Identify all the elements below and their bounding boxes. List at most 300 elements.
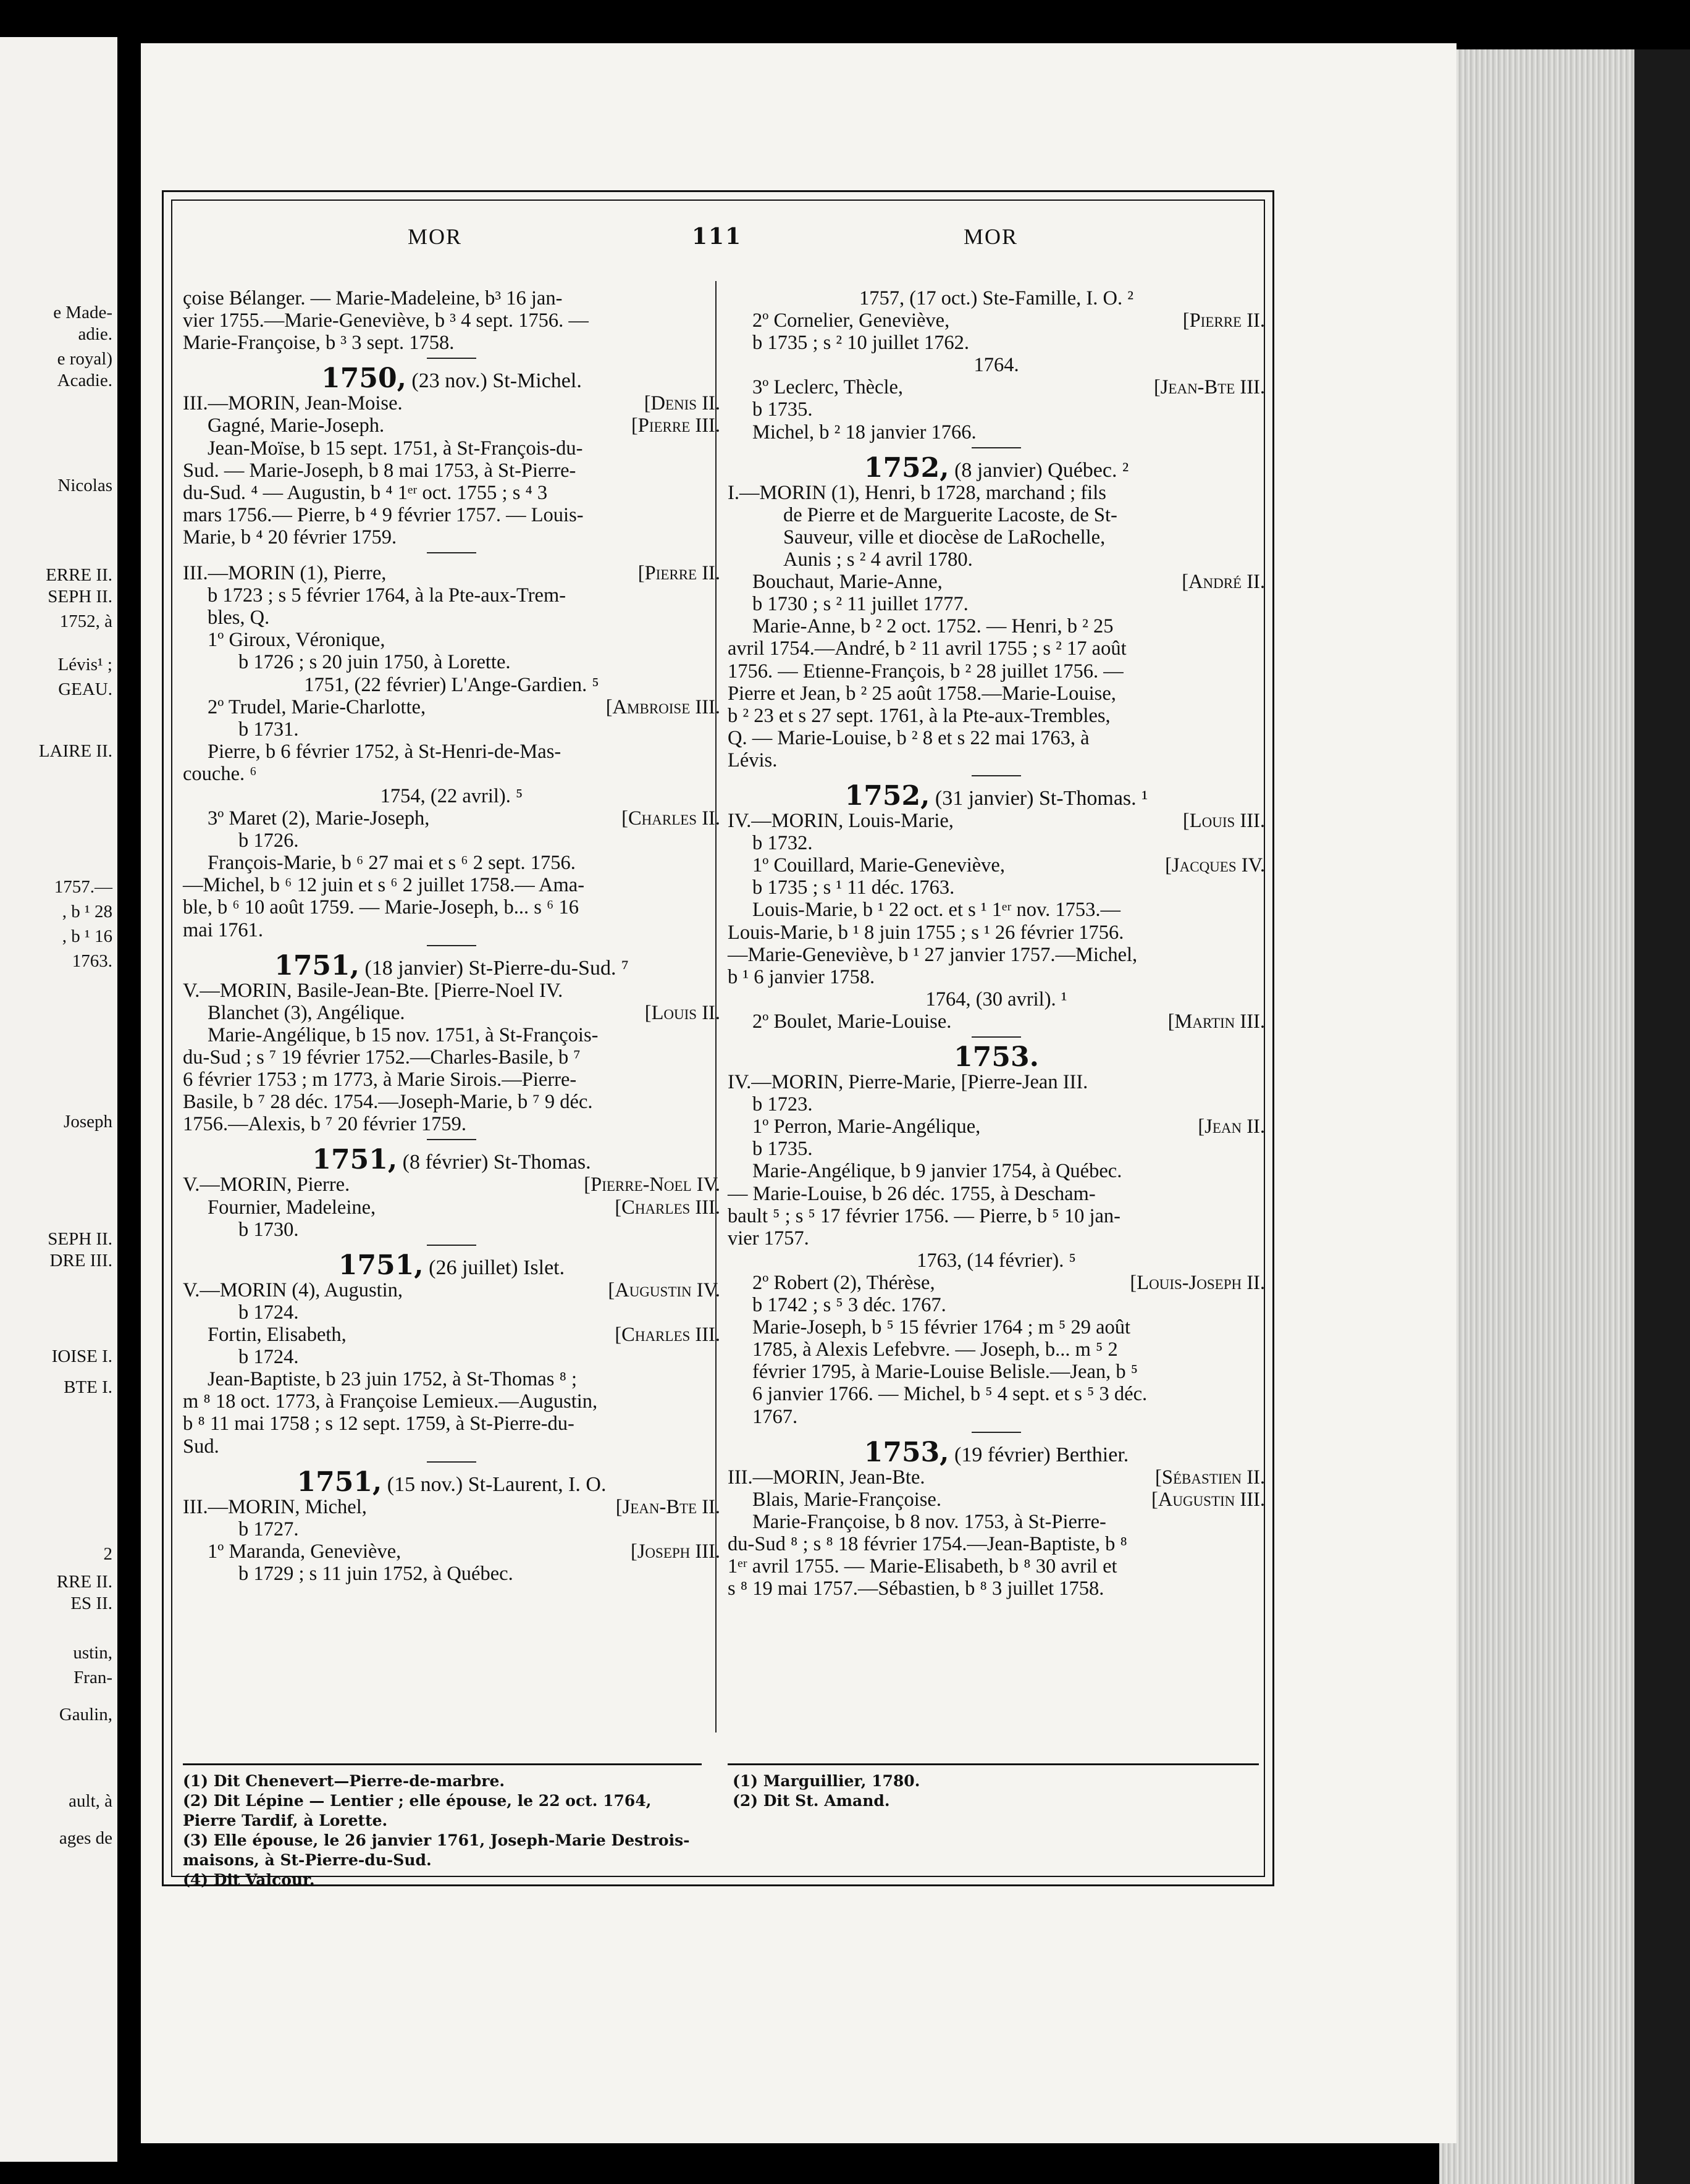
text-line [728, 615, 1265, 637]
text-line [183, 607, 720, 629]
line-text: b 1731. [238, 718, 299, 741]
text-line [728, 504, 1265, 526]
parent-ref: [Louis II. [644, 1001, 720, 1024]
text-line [728, 421, 1265, 443]
text-line [728, 832, 1265, 854]
footnote: (1) Marguillier, 1780. [733, 1772, 920, 1790]
entry-separator [972, 1036, 1021, 1038]
text-line [728, 309, 1265, 332]
parent-ref: [Augustin IV. [608, 1279, 720, 1301]
text-line [183, 674, 720, 696]
line-text: du-Sud. ⁴ — Augustin, b ⁴ 1ᵉʳ oct. 1755 ; s ⁴ 3 [183, 481, 548, 504]
text-line [183, 1046, 720, 1069]
text-line [183, 1091, 720, 1113]
text-line [728, 1138, 1265, 1160]
text-line [183, 741, 720, 763]
line-text: — Marie-Louise, b 26 déc. 1755, à Descham- [728, 1182, 1096, 1205]
text-line [728, 1250, 1265, 1272]
entry-year: 1752, [864, 452, 949, 484]
line-text: 1º Giroux, Véronique, [208, 629, 385, 652]
line-text: b 1735. [752, 398, 813, 421]
text-line [183, 1540, 720, 1563]
line-text: IV.—MORIN, Louis-Marie, [728, 810, 954, 833]
text-line [728, 332, 1265, 354]
text-line [728, 1272, 1265, 1294]
text-line [183, 980, 720, 1002]
text-line [183, 1496, 720, 1518]
line-text: Fortin, Elisabeth, [208, 1324, 347, 1346]
line-text: 1785, à Alexis Lefebvre. — Joseph, b... m ⁵ 2 [752, 1338, 1118, 1361]
text-line [183, 919, 720, 941]
adjacent-page-fragment: ault, à [69, 1791, 112, 1811]
line-text: avril 1754.—André, b ² 11 avril 1755 ; s ² 17 août [728, 637, 1127, 660]
text-line [728, 1093, 1265, 1115]
adjacent-page-fragment: Fran- [74, 1668, 112, 1687]
line-text: 1764. [973, 354, 1019, 377]
parent-ref: [Jacques IV. [1165, 854, 1265, 877]
entry-year: 1752, [844, 779, 930, 812]
line-text: vier 1757. [728, 1227, 809, 1250]
line-text: Jean-Baptiste, b 23 juin 1752, à St-Thomas ⁸ ; [208, 1368, 578, 1391]
entry-place: (19 février) Berthier. [949, 1443, 1129, 1466]
parent-ref: [Jean-Bte II. [615, 1495, 720, 1518]
line-text: couche. ⁶ [183, 762, 257, 785]
entry-place: (8 février) St-Thomas. [397, 1151, 591, 1174]
entry-heading [183, 1144, 720, 1176]
text-line [183, 718, 720, 741]
entry-separator [427, 552, 476, 553]
footnote: (2) Dit Lépine — Lentier ; elle épouse, le 22 oct. 1764, [183, 1792, 652, 1810]
text-line [728, 854, 1265, 876]
running-head-left: MOR [408, 224, 463, 249]
page-number: 111 [692, 224, 742, 250]
entry-heading [183, 363, 720, 395]
footnote: (3) Elle épouse, le 26 janvier 1761, Joseph-Marie Destrois- [183, 1831, 690, 1849]
line-text: b 1735. [752, 1138, 813, 1161]
footnote-rule-right [728, 1763, 1259, 1765]
text-line [183, 696, 720, 718]
line-text: III.—MORIN, Jean-Bte. [728, 1466, 925, 1489]
line-text: Sud. [183, 1435, 219, 1458]
line-text: b ⁸ 11 mai 1758 ; s 12 sept. 1759, à St-Pierre-du- [183, 1413, 574, 1435]
text-line [183, 1413, 720, 1435]
line-text: 1756. — Etienne-François, b ² 28 juillet 1756. — [728, 660, 1124, 682]
text-line [728, 1227, 1265, 1250]
text-line [728, 682, 1265, 705]
adjacent-page-fragment: 2 [103, 1544, 112, 1564]
line-text: Bouchaut, Marie-Anne, [752, 571, 943, 594]
entry-year: 1751, [274, 949, 359, 981]
text-line [183, 1219, 720, 1241]
parent-ref: [Martin III. [1167, 1010, 1265, 1033]
text-line [183, 1069, 720, 1091]
line-text: Marie-Joseph, b ⁵ 15 février 1764 ; m ⁵ 29 août [752, 1316, 1131, 1339]
text-line [728, 1205, 1265, 1227]
text-line [183, 482, 720, 504]
parent-ref: [Charles III. [615, 1196, 720, 1219]
line-text: mars 1756.— Pierre, b ⁴ 9 février 1757. — Louis- [183, 503, 584, 526]
text-line [728, 548, 1265, 571]
entry-year: 1751, [312, 1144, 398, 1176]
text-line [183, 852, 720, 874]
line-text: Marie-Françoise, b ³ 3 sept. 1758. [183, 332, 455, 355]
line-text: 2º Robert (2), Thérèse, [752, 1271, 935, 1294]
parent-ref: [Augustin III. [1151, 1488, 1265, 1511]
text-line [183, 785, 720, 807]
text-line [183, 1113, 720, 1135]
adjacent-page-fragment: e Made- [53, 303, 112, 322]
left-column [183, 287, 720, 1585]
text-line [183, 1174, 720, 1196]
text-line [728, 944, 1265, 966]
adjacent-page-fragment: SEPH II. [48, 1229, 112, 1249]
text-line [183, 414, 720, 437]
entry-heading [183, 1249, 720, 1281]
line-text: Michel, b ² 18 janvier 1766. [752, 421, 977, 443]
line-text: Marie-Anne, b ² 2 oct. 1752. — Henri, b ² 25 [752, 615, 1114, 638]
parent-ref: [Charles III. [615, 1324, 720, 1346]
text-line [728, 398, 1265, 421]
line-text: çoise Bélanger. — Marie-Madeleine, b³ 16 jan- [183, 287, 563, 309]
parent-ref: [Pierre III. [631, 414, 720, 437]
book-page-edges [1439, 49, 1690, 2184]
line-text: Marie-Angélique, b 15 nov. 1751, à St-François- [208, 1023, 599, 1046]
line-text: V.—MORIN, Basile-Jean-Bte. [Pierre-Noel IV. [183, 979, 563, 1002]
text-line [728, 354, 1265, 376]
line-text: b 1730 ; s ² 11 juillet 1777. [752, 593, 969, 616]
line-text: b 1729 ; s 11 juin 1752, à Québec. [238, 1562, 513, 1585]
line-text: 1ᵉʳ avril 1755. — Marie-Elisabeth, b ⁸ 30 avril et [728, 1555, 1117, 1578]
text-line [728, 1115, 1265, 1138]
adjacent-page-fragment: BTE I. [64, 1377, 112, 1397]
line-text: III.—MORIN, Michel, [183, 1495, 367, 1518]
line-text: Fournier, Madeleine, [208, 1196, 376, 1219]
adjacent-page-fragment: ES II. [70, 1594, 112, 1613]
text-line [183, 1024, 720, 1046]
footnote: (2) Dit St. Amand. [733, 1792, 890, 1810]
text-line [183, 1002, 720, 1024]
line-text: Marie, b ⁴ 20 février 1759. [183, 526, 397, 548]
line-text: 2º Cornelier, Geneviève, [752, 309, 950, 332]
parent-ref: [Charles II. [621, 807, 720, 830]
text-line [183, 332, 720, 354]
parent-ref: [Joseph III. [630, 1540, 720, 1563]
adjacent-page-fragment: IOISE I. [51, 1346, 112, 1366]
text-line [728, 966, 1265, 988]
entry-heading [183, 949, 720, 981]
line-text: Marie-Françoise, b 8 nov. 1753, à St-Pierre- [752, 1510, 1106, 1533]
line-text: Q. — Marie-Louise, b ² 8 et s 22 mai 1763, à [728, 726, 1090, 749]
footnotes-right [733, 1771, 920, 1811]
adjacent-page-fragment: 1763. [72, 951, 112, 971]
adjacent-page-fragment: e royal) [57, 349, 112, 369]
text-line [728, 1511, 1265, 1533]
entry-heading [728, 779, 1265, 812]
text-line [183, 309, 720, 332]
text-line [728, 593, 1265, 615]
text-line [728, 1489, 1265, 1511]
parent-ref: [Louis III. [1182, 810, 1265, 833]
line-text: IV.—MORIN, Pierre-Marie, [Pierre-Jean III. [728, 1071, 1088, 1094]
text-line [183, 584, 720, 607]
adjacent-page-fragment: , b ¹ 28 [62, 902, 112, 922]
text-line [728, 1010, 1265, 1033]
parent-ref: [André II. [1182, 571, 1265, 594]
adjacent-page-fragment: ustin, [73, 1643, 112, 1663]
text-line [183, 1301, 720, 1324]
line-text: b 1742 ; s ⁵ 3 déc. 1767. [752, 1294, 946, 1317]
text-line [728, 1338, 1265, 1361]
entry-place: (26 juillet) Islet. [423, 1256, 565, 1279]
entry-separator [972, 775, 1021, 776]
text-line [728, 1406, 1265, 1428]
parent-ref: [Pierre II. [1182, 309, 1265, 332]
text-line [728, 637, 1265, 660]
text-line [183, 1518, 720, 1540]
parent-ref: [Pierre-Noel IV. [584, 1174, 720, 1196]
line-text: Blanchet (3), Angélique. [208, 1001, 405, 1024]
line-text: b 1723 ; s 5 février 1764, à la Pte-aux-Trem- [208, 584, 566, 607]
entry-separator [972, 1432, 1021, 1433]
entry-separator [427, 358, 476, 359]
line-text: III.—MORIN (1), Pierre, [183, 562, 387, 585]
adjacent-page-fragment: adie. [78, 324, 112, 344]
line-text: I.—MORIN (1), Henri, b 1728, marchand ; fils [728, 481, 1106, 504]
line-text: b 1723. [752, 1093, 813, 1116]
line-text: b 1726. [238, 830, 299, 852]
running-head-right: MOR [964, 224, 1019, 249]
text-line [728, 1071, 1265, 1093]
parent-ref: [Ambroise III. [605, 695, 720, 718]
text-line [728, 705, 1265, 727]
adjacent-page-fragment: 1752, à [59, 611, 112, 631]
footnote: (4) Dit Valcour. [183, 1871, 315, 1889]
adjacent-page-fragment: GEAU. [58, 679, 112, 699]
entry-year: 1751, [338, 1249, 424, 1281]
line-text: b 1730. [238, 1218, 299, 1241]
line-text: du-Sud ⁸ ; s ⁸ 18 février 1754.—Jean-Baptiste, b ⁸ [728, 1532, 1127, 1555]
parent-ref: [Jean II. [1198, 1115, 1265, 1138]
line-text: b ² 23 et s 27 sept. 1761, à la Pte-aux-Trembles, [728, 704, 1111, 727]
text-line [728, 1577, 1265, 1600]
line-text: bles, Q. [208, 607, 270, 629]
text-line [183, 1563, 720, 1585]
line-text: 1767. [752, 1405, 798, 1428]
entry-year: 1753, [864, 1436, 949, 1468]
footnote-rule-left [183, 1763, 702, 1765]
text-line [183, 763, 720, 785]
line-text: 1º Perron, Marie-Angélique, [752, 1115, 981, 1138]
adjacent-page-fragment: , b ¹ 16 [62, 926, 112, 946]
entry-separator [427, 1461, 476, 1463]
entry-place: (18 janvier) St-Pierre-du-Sud. ⁷ [359, 956, 629, 980]
footnote: Pierre Tardif, à Lorette. [183, 1812, 388, 1829]
entry-year: 1750, [321, 363, 406, 395]
entry-heading [728, 1436, 1265, 1468]
text-line [183, 526, 720, 548]
text-line [728, 1466, 1265, 1489]
text-line [728, 1383, 1265, 1405]
line-text: Sud. — Marie-Joseph, b 8 mai 1753, à St-Pierre- [183, 459, 576, 482]
text-line [728, 1361, 1265, 1383]
text-line [183, 1346, 720, 1368]
adjacent-page-fragment: LAIRE II. [38, 741, 112, 761]
text-line [728, 1160, 1265, 1182]
entry-place: (23 nov.) St-Michel. [406, 369, 582, 393]
line-text: 1757, (17 oct.) Ste-Famille, I. O. ² [859, 287, 1133, 309]
text-line [183, 460, 720, 482]
line-text: Pierre, b 6 février 1752, à St-Henri-de-Mas- [208, 740, 561, 763]
entry-separator [427, 945, 476, 946]
line-text: Louis-Marie, b ¹ 22 oct. et s ¹ 1ᵉʳ nov. 1753.— [752, 899, 1121, 922]
line-text: 1º Couillard, Marie-Geneviève, [752, 854, 1005, 877]
entry-year: 1753. [954, 1041, 1039, 1073]
text-line [183, 392, 720, 414]
parent-ref: [Jean-Bte III. [1153, 376, 1265, 399]
text-line [728, 376, 1265, 398]
text-line [728, 810, 1265, 832]
parent-ref: [Sébastien II. [1155, 1466, 1265, 1489]
adjacent-page-fragment: SEPH II. [48, 587, 112, 607]
line-text: 1764, (30 avril). ¹ [925, 988, 1067, 1010]
line-text: Basile, b ⁷ 28 déc. 1754.—Joseph-Marie, b ⁷ 9 déc. [183, 1091, 593, 1114]
text-line [728, 1294, 1265, 1316]
line-text: —Marie-Geneviève, b ¹ 27 janvier 1757.—Michel, [728, 943, 1138, 966]
text-line [728, 526, 1265, 548]
line-text: Blais, Marie-Françoise. [752, 1488, 941, 1511]
parent-ref: [Louis-Joseph II. [1130, 1271, 1265, 1294]
line-text: février 1795, à Marie-Louise Belisle.—Jean, b ⁵ [752, 1361, 1138, 1384]
line-text: 1751, (22 février) L'Ange-Gardien. ⁵ [304, 673, 599, 696]
adjacent-page-fragment: DRE III. [49, 1251, 112, 1270]
line-text: 1º Maranda, Geneviève, [208, 1540, 401, 1563]
adjacent-page-fragment: RRE II. [56, 1572, 112, 1592]
entry-heading [183, 1466, 720, 1498]
entry-place: (31 janvier) St-Thomas. ¹ [930, 786, 1148, 810]
line-text: III.—MORIN, Jean-Moise. [183, 392, 403, 415]
line-text: b 1724. [238, 1301, 299, 1324]
parent-ref: [Denis II. [644, 392, 720, 415]
text-line [728, 922, 1265, 944]
entry-place: (8 janvier) Québec. ² [949, 458, 1129, 482]
text-line [728, 727, 1265, 749]
line-text: b 1735 ; s ¹ 11 déc. 1763. [752, 876, 955, 899]
adjacent-page-fragment: ages de [59, 1828, 112, 1848]
line-text: Pierre et Jean, b ² 25 août 1758.—Marie-Louise, [728, 682, 1116, 705]
line-text: Louis-Marie, b ¹ 8 juin 1755 ; s ¹ 26 février 1756. [728, 921, 1124, 944]
text-line [728, 1533, 1265, 1555]
line-text: b 1727. [238, 1518, 299, 1540]
line-text: b 1735 ; s ² 10 juillet 1762. [752, 332, 969, 355]
line-text: Marie-Angélique, b 9 janvier 1754, à Québec. [752, 1160, 1122, 1183]
parent-ref: [Pierre II. [637, 562, 720, 585]
text-line [728, 749, 1265, 771]
text-line [183, 629, 720, 651]
line-text: Sauveur, ville et diocèse de LaRochelle, [783, 526, 1106, 548]
text-line [183, 1196, 720, 1219]
text-line [183, 830, 720, 852]
entry-place: (15 nov.) St-Laurent, I. O. [382, 1472, 607, 1496]
line-text: 2º Boulet, Marie-Louise. [752, 1010, 952, 1033]
text-line [728, 287, 1265, 309]
line-text: 3º Maret (2), Marie-Joseph, [208, 807, 430, 830]
text-line [183, 1390, 720, 1413]
line-text: de Pierre et de Marguerite Lacoste, de St- [783, 503, 1117, 526]
line-text: m ⁸ 18 oct. 1773, à Françoise Lemieux.—Augustin, [183, 1390, 598, 1413]
entry-heading [728, 452, 1265, 484]
adjacent-page-fragment: ERRE II. [46, 565, 112, 585]
text-line [183, 287, 720, 309]
line-text: Aunis ; s ² 4 avril 1780. [783, 548, 973, 571]
line-text: b ¹ 6 janvier 1758. [728, 965, 875, 988]
line-text: 6 février 1753 ; m 1773, à Marie Sirois.—Pierre- [183, 1069, 577, 1091]
line-text: —Michel, b ⁶ 12 juin et s ⁶ 2 juillet 1758.— Ama- [183, 874, 585, 897]
adjacent-page-fragment: 1757.— [54, 877, 112, 897]
text-line [183, 651, 720, 673]
adjacent-page-strip [0, 37, 117, 2162]
line-text: b 1724. [238, 1346, 299, 1369]
text-line [728, 876, 1265, 899]
text-line [183, 504, 720, 526]
text-line [183, 896, 720, 918]
line-text: mai 1761. [183, 918, 263, 941]
line-text: V.—MORIN, Pierre. [183, 1174, 350, 1196]
text-line [728, 1316, 1265, 1338]
text-line [183, 437, 720, 460]
entry-separator [972, 447, 1021, 448]
line-text: 6 janvier 1766. — Michel, b ⁵ 4 sept. et s ⁵ 3 déc. [752, 1383, 1148, 1406]
text-line [183, 562, 720, 584]
line-text: b 1726 ; s 20 juin 1750, à Lorette. [238, 651, 511, 674]
text-line [728, 899, 1265, 921]
line-text: Lévis. [728, 749, 778, 771]
line-text: 1763, (14 février). ⁵ [917, 1249, 1076, 1272]
entry-separator [427, 1245, 476, 1246]
adjacent-page-fragment: Gaulin, [59, 1705, 112, 1724]
line-text: 1754, (22 avril). ⁵ [380, 784, 523, 807]
book-cover-edge [1634, 49, 1690, 2184]
right-column [728, 287, 1265, 1600]
line-text: ble, b ⁶ 10 août 1759. — Marie-Joseph, b... s ⁶ 16 [183, 896, 579, 919]
text-line [728, 1183, 1265, 1205]
line-text: du-Sud ; s ⁷ 19 février 1752.—Charles-Basile, b ⁷ [183, 1046, 581, 1069]
adjacent-page-fragment: Joseph [64, 1112, 112, 1132]
entry-year: 1751, [296, 1466, 382, 1498]
text-line [728, 1555, 1265, 1577]
line-text: François-Marie, b ⁶ 27 mai et s ⁶ 2 sept. 1756. [208, 852, 576, 875]
line-text: V.—MORIN (4), Augustin, [183, 1279, 403, 1301]
line-text: Jean-Moïse, b 15 sept. 1751, à St-François-du- [208, 437, 583, 460]
footnote: maisons, à St-Pierre-du-Sud. [183, 1851, 432, 1869]
entry-heading [728, 1041, 1265, 1073]
line-text: 1756.—Alexis, b ⁷ 20 février 1759. [183, 1113, 467, 1136]
line-text: b 1732. [752, 832, 813, 855]
text-line [728, 660, 1265, 682]
line-text: Gagné, Marie-Joseph. [208, 414, 385, 437]
text-line [728, 482, 1265, 504]
line-text: s ⁸ 19 mai 1757.—Sébastien, b ⁸ 3 juillet 1758. [728, 1577, 1104, 1600]
adjacent-page-fragment: Acadie. [57, 371, 112, 390]
text-line [183, 1279, 720, 1301]
adjacent-page-fragment: Lévis¹ ; [57, 655, 112, 674]
text-line [183, 1368, 720, 1390]
line-text: bault ⁵ ; s ⁵ 17 février 1756. — Pierre, b ⁵ 10 jan- [728, 1204, 1121, 1227]
line-text: vier 1755.—Marie-Geneviève, b ³ 4 sept. 1756. — [183, 309, 589, 332]
entry-separator [427, 1139, 476, 1140]
footnote: (1) Dit Chenevert—Pierre-de-marbre. [183, 1772, 505, 1790]
line-text: 2º Trudel, Marie-Charlotte, [208, 695, 426, 718]
text-line [728, 988, 1265, 1010]
